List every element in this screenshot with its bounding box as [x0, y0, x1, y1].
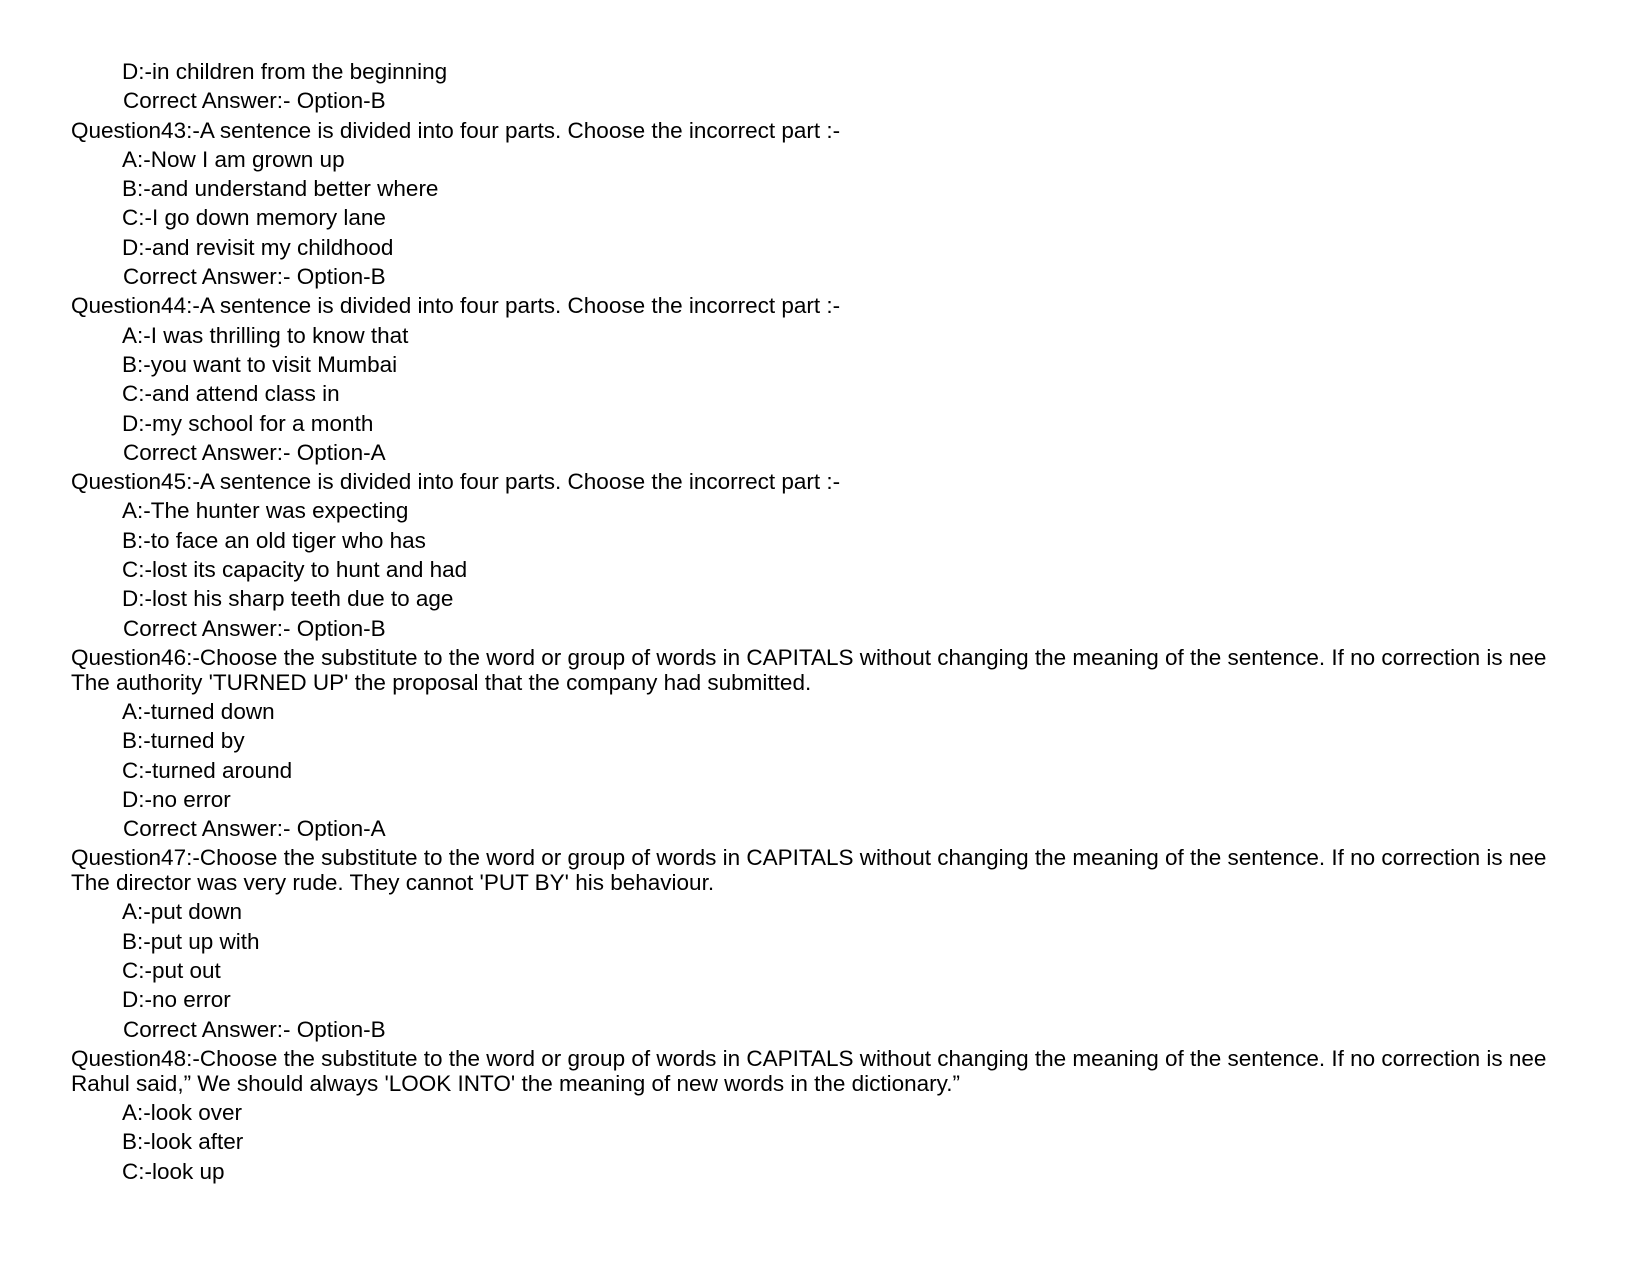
correct-answer: Correct Answer:- Option-A — [123, 816, 386, 842]
question-heading: Question46:-Choose the substitute to the word or group of words in CAPITALS without changing the meaning of the sentence. If no correction is nee — [71, 644, 1547, 670]
option-b: B:-look after — [122, 1129, 244, 1155]
option-b: B:-put up with — [122, 928, 260, 954]
option-a: A:-put down — [122, 899, 243, 925]
question-heading: Question48:-Choose the substitute to the word or group of words in CAPITALS without changing the meaning of the sentence. If no correction is nee — [71, 1045, 1547, 1071]
option-c: C:-turned around — [122, 757, 293, 783]
option-a: A:-look over — [122, 1099, 243, 1125]
correct-answer: Correct Answer:- Option-B — [123, 88, 386, 114]
option-d: D:-no error — [122, 786, 231, 812]
question-heading: Question45:-A sentence is divided into four parts. Choose the incorrect part :- — [71, 469, 841, 495]
option-d: D:-and revisit my childhood — [122, 234, 394, 260]
option-b: B:-turned by — [122, 728, 245, 754]
option-a: A:-turned down — [122, 698, 275, 724]
correct-answer: Correct Answer:- Option-B — [123, 264, 386, 290]
option-a: A:-I was thrilling to know that — [122, 322, 409, 348]
option-b: B:-to face an old tiger who has — [122, 527, 426, 553]
correct-answer: Correct Answer:- Option-B — [123, 1016, 386, 1042]
question-heading: Question47:-Choose the substitute to the word or group of words in CAPITALS without changing the meaning of the sentence. If no correction is nee — [71, 845, 1547, 871]
question-stem: The authority 'TURNED UP' the proposal that the company had submitted. — [71, 669, 812, 695]
question-heading: Question43:-A sentence is divided into four parts. Choose the incorrect part :- — [71, 117, 841, 143]
option-d: D:-no error — [122, 987, 231, 1013]
option-c: C:-look up — [122, 1158, 225, 1184]
option-a: A:-The hunter was expecting — [122, 498, 409, 524]
option-d: D:-in children from the beginning — [122, 59, 448, 84]
option-c: C:-lost its capacity to hunt and had — [122, 557, 468, 583]
option-b: B:-and understand better where — [122, 176, 439, 202]
option-c: C:-and attend class in — [122, 381, 340, 407]
option-a: A:-Now I am grown up — [122, 146, 345, 172]
question-heading: Question44:-A sentence is divided into four parts. Choose the incorrect part :- — [71, 293, 841, 319]
question-stem: The director was very rude. They cannot 'PUT BY' his behaviour. — [71, 870, 715, 896]
question-stem: Rahul said,” We should always 'LOOK INTO' the meaning of new words in the dictionary.” — [71, 1070, 961, 1096]
correct-answer: Correct Answer:- Option-A — [123, 439, 386, 465]
question-list — [71, 57, 1599, 1186]
option-c: C:-I go down memory lane — [122, 205, 386, 231]
option-d: D:-lost his sharp teeth due to age — [122, 586, 454, 612]
correct-answer: Correct Answer:- Option-B — [123, 615, 386, 641]
option-c: C:-put out — [122, 958, 221, 984]
option-d: D:-my school for a month — [122, 410, 374, 436]
option-b: B:-you want to visit Mumbai — [122, 351, 398, 377]
